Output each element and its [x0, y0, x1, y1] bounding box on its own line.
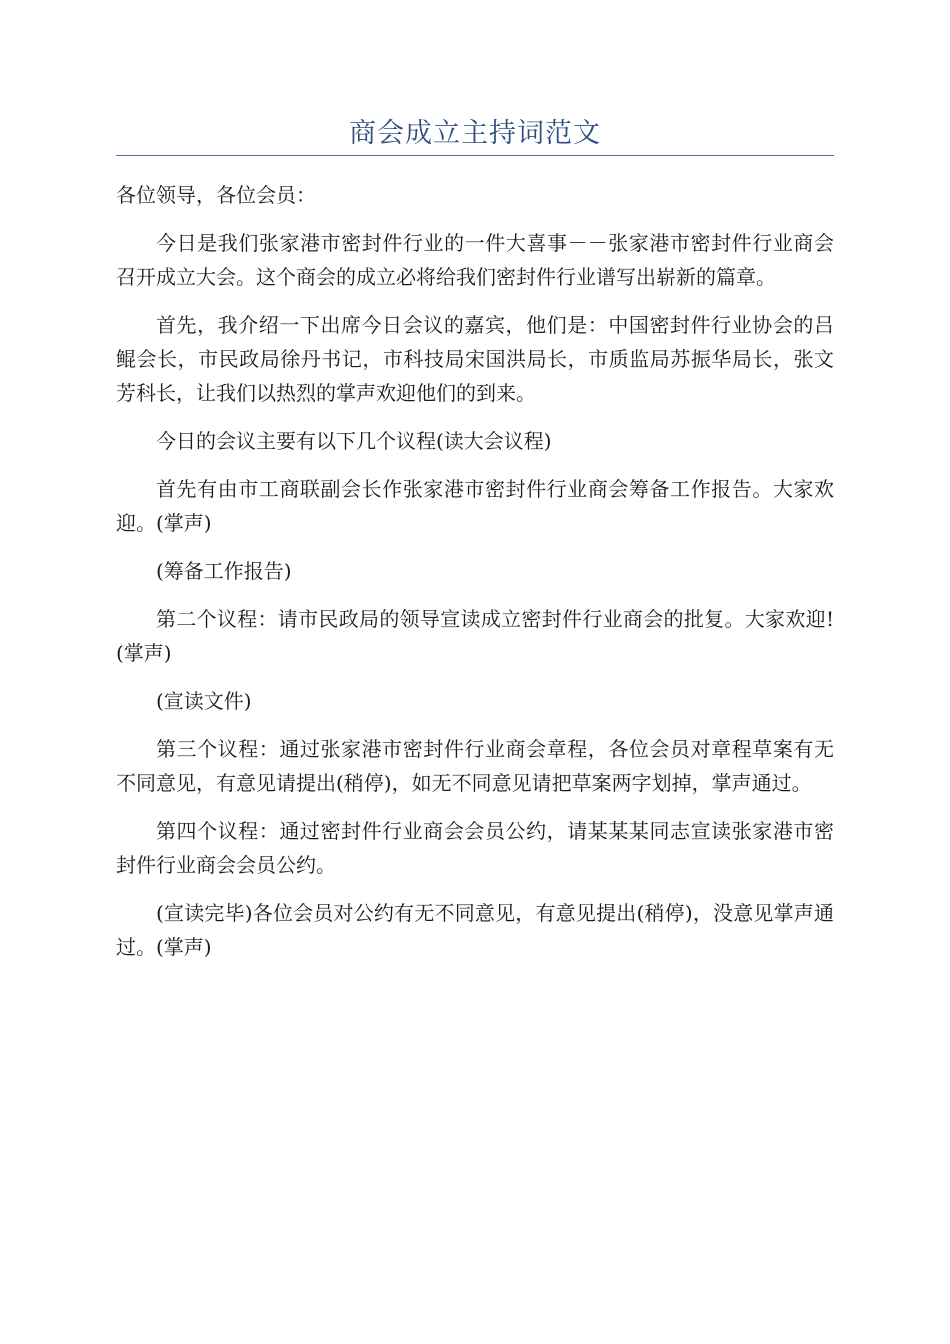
paragraph: (宣读文件)	[156, 689, 252, 713]
paragraph: (筹备工作报告)	[156, 559, 292, 583]
paragraph: (宣读完毕)各位会员对公约有无不同意见，有意见提出(稍停)，没意见掌声通过。(掌声)	[116, 901, 834, 959]
paragraph: 第四个议程：通过密封件行业商会会员公约，请某某某同志宣读张家港市密封件行业商会会员公约。	[116, 819, 834, 877]
paragraph: 今日是我们张家港市密封件行业的一件大喜事－－张家港市密封件行业商会召开成立大会。这个商会的成立必将给我们密封件行业谱写出崭新的篇章。	[116, 231, 834, 289]
paragraph: 今日的会议主要有以下几个议程(读大会议程)	[156, 429, 552, 453]
salutation: 各位领导，各位会员：	[116, 183, 316, 207]
title-underline	[116, 155, 834, 156]
paragraph: 第二个议程：请市民政局的领导宣读成立密封件行业商会的批复。大家欢迎!(掌声)	[116, 607, 834, 665]
paragraph: 首先，我介绍一下出席今日会议的嘉宾，他们是：中国密封件行业协会的吕鲲会长，市民政局徐丹书记，市科技局宋国洪局长，市质监局苏振华局长，张文芳科长，让我们以热烈的掌声欢迎他们的到来。	[116, 313, 834, 405]
paragraph: 首先有由市工商联副会长作张家港市密封件行业商会筹备工作报告。大家欢迎。(掌声)	[116, 477, 834, 535]
document-title: 商会成立主持词范文	[349, 118, 601, 149]
paragraph: 第三个议程：通过张家港市密封件行业商会章程，各位会员对章程草案有无不同意见，有意见请提出(稍停)，如无不同意见请把草案两字划掉，掌声通过。	[116, 737, 834, 795]
